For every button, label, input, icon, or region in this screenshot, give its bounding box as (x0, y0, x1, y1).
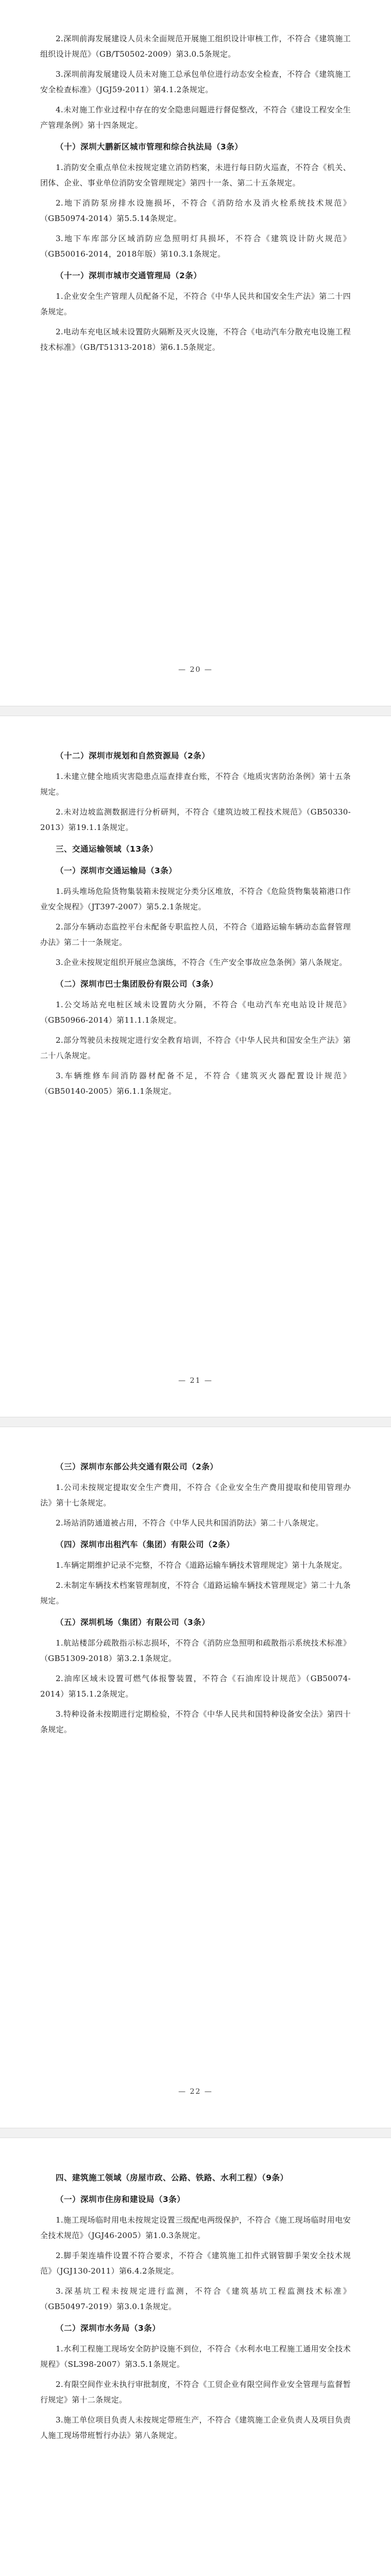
section-heading: （三）深圳市东部公共交通有限公司（2条） (56, 1462, 218, 1471)
section-heading: （五）深圳机场（集团）有限公司（3条） (56, 1618, 210, 1627)
paragraph: 2.未对边坡监测数据进行分析研判，不符合《建筑边坡工程技术规范》（GB50330-2013）第19.1.1条规定。 (40, 807, 351, 832)
paragraph: 2.深圳前海发展建设人员未全面规范开展施工组织设计审核工作，不符合《建筑施工组织设计规范》（GB/T50502-2009）第3.0.5条规定。 (40, 34, 351, 59)
paragraph: 1.消防安全重点单位未按规定建立消防档案，未进行每日防火巡查，不符合《机关、团体、企业、事业单位消防安全管理规定》第四十一条、第二十五条规定。 (40, 163, 351, 188)
paragraph: 1.未建立健全地质灾害隐患点巡查排查台账，不符合《地质灾害防治条例》第十五条规定。 (40, 772, 351, 796)
paragraph: 3.地下车库部分区域消防应急照明灯具损坏，不符合《建筑设计防火规范》（GB50016-2014，2018年版）第10.3.1条规定。 (40, 234, 351, 259)
page-number: — 22 — (178, 2088, 213, 2096)
section-heading: （二）深圳市巴士集团股份有限公司（3条） (56, 979, 218, 989)
page-number: — 20 — (178, 666, 213, 674)
paragraph: 2.场站消防通道被占用，不符合《中华人民共和国消防法》第二十八条规定。 (56, 1518, 324, 1528)
paragraph: 1.公交场站充电桩区域未设置防火分隔，不符合《电动汽车充电站设计规范》（GB50966-2014）第11.1.1条规定。 (40, 1000, 351, 1025)
section-heading: （一）深圳市交通运输局（3条） (56, 866, 177, 875)
paragraph: 2.电动车充电区域未设置防火隔断及灭火设施，不符合《电动汽车分散充电设施工程技术标准》（GB/T51313-2018）第6.1.5条规定。 (40, 327, 351, 352)
paragraph: 1.施工现场临时用电未按规定设置三级配电两级保护，不符合《施工现场临时用电安全技术规范》（JGJ46-2005）第1.0.3条规定。 (40, 2215, 351, 2240)
document-page-1 (0, 0, 391, 711)
paragraph: 1.航站楼部分疏散指示标志损坏，不符合《消防应急照明和疏散指示系统技术标准》（GB51309-2018）第3.2.1条规定。 (40, 1638, 351, 1663)
page-number: — 21 — (178, 1377, 213, 1385)
paragraph: 2.部分驾驶员未按规定进行安全教育培训，不符合《中华人民共和国安全生产法》第二十八条规定。 (40, 1036, 351, 1060)
document-page-3 (0, 1422, 391, 2133)
section-heading: （一）深圳市住房和建设局（3条） (56, 2195, 185, 2204)
paragraph: 3.施工单位项目负责人未按规定带班生产，不符合《建筑施工企业负责人及项目负责人施工现场带班暂行办法》第八条规定。 (40, 2415, 351, 2440)
paragraph: 1.码头堆场危险货物集装箱未按规定分类分区堆放，不符合《危险货物集装箱港口作业安全规程》（JT397-2007）第5.2.1条规定。 (40, 887, 351, 911)
paragraph: 2.有限空间作业未执行审批制度，不符合《工贸企业有限空间作业安全管理与监督暂行规定》第十二条规定。 (40, 2380, 351, 2404)
paragraph: 2.未制定车辆技术档案管理制度，不符合《道路运输车辆技术管理规定》第二十九条规定。 (40, 1581, 351, 1605)
section-heading: （十）深圳大鹏新区城市管理和综合执法局（3条） (56, 142, 243, 151)
paragraph: 2.脚手架连墙件设置不符合要求，不符合《建筑施工扣件式钢管脚手架安全技术规范》（JGJ130-2011）第6.4.2条规定。 (40, 2251, 351, 2276)
paragraph: 3.深基坑工程未按规定进行监测，不符合《建筑基坑工程监测技术标准》（GB50497-2019）第3.0.1条规定。 (40, 2286, 351, 2311)
section-heading: （十二）深圳市规划和自然资源局（2条） (56, 751, 210, 760)
section-heading: （四）深圳市出租汽车（集团）有限公司（2条） (56, 1540, 235, 1549)
paragraph: 1.企业安全生产管理人员配备不足，不符合《中华人民共和国安全生产法》第二十四条规定。 (40, 292, 351, 316)
paragraph: 2.地下消防泵房排水设施损坏，不符合《消防给水及消火栓系统技术规范》（GB50974-2014）第5.5.14条规定。 (40, 198, 351, 223)
section-heading: （十一）深圳市城市交通管理局（2条） (56, 271, 202, 280)
document-page-2 (0, 711, 391, 1422)
paragraph: 4.未对施工作业过程中存在的安全隐患问题进行督促整改，不符合《建设工程安全生产管理条例》第十四条规定。 (40, 105, 351, 130)
paragraph: 3.车辆维修车间消防器材配备不足，不符合《建筑灭火器配置设计规范》（GB50140-2005）第6.1.1条规定。 (40, 1071, 351, 1096)
paragraph: 2.部分车辆动态监控平台未配备专职监控人员，不符合《道路运输车辆动态监督管理办法》第二十一条规定。 (40, 922, 351, 947)
paragraph: 1.车辆定期维护记录不完整，不符合《道路运输车辆技术管理规定》第十九条规定。 (56, 1561, 347, 1570)
paragraph: 3.企业未按规定组织开展应急演练，不符合《生产安全事故应急条例》第八条规定。 (56, 958, 347, 967)
paragraph: 3.深圳前海发展建设人员未对施工总承包单位进行动态安全检查，不符合《建筑施工安全检查标准》（JGJ59-2011）第4.1.2条规定。 (40, 70, 351, 94)
paragraph: 3.特种设备未按期进行定期检验，不符合《中华人民共和国特种设备安全法》第四十条规定。 (40, 1709, 351, 1734)
paragraph: 2.油库区域未设置可燃气体报警装置，不符合《石油库设计规范》（GB50074-2014）第15.1.2条规定。 (40, 1674, 351, 1699)
section-heading: 三、交通运输领域（13条） (56, 844, 158, 854)
document-page-4 (0, 2133, 391, 2576)
paragraph: 1.公司未按规定提取安全生产费用，不符合《企业安全生产费用提取和使用管理办法》第十七条规定。 (40, 1483, 351, 1507)
section-heading: 四、建筑施工领域（房屋市政、公路、铁路、水利工程）（9条） (56, 2173, 288, 2182)
paragraph: 1.水利工程施工现场安全防护设施不到位，不符合《水利水电工程施工通用安全技术规程》（SL398-2007）第3.5.1条规定。 (40, 2344, 351, 2369)
section-heading: （二）深圳市水务局（3条） (56, 2324, 161, 2333)
